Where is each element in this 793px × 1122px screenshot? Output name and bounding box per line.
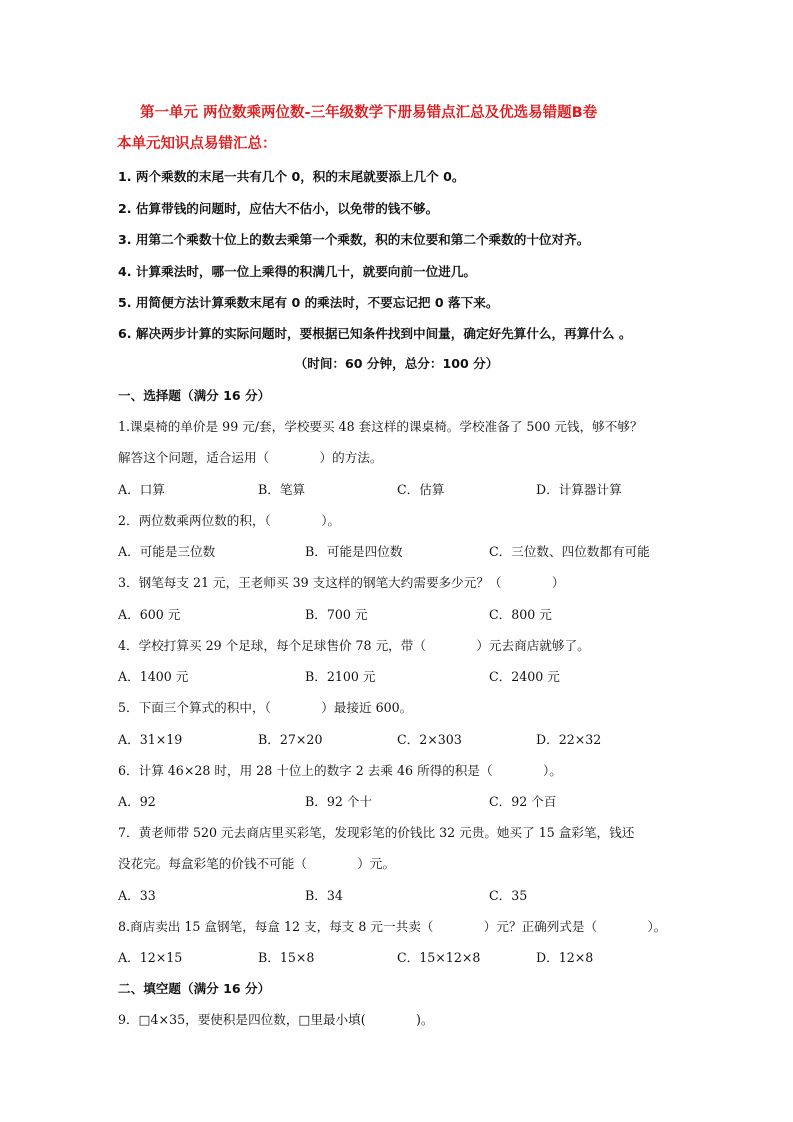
- q1-option-a: A．口算: [118, 482, 165, 497]
- q8-option-a: A．12×15: [118, 950, 183, 965]
- question-2: 2．两位数乘两位数的积，（ ）。: [118, 513, 341, 528]
- q5-option-d: D．22×32: [536, 732, 602, 747]
- section-heading-choice: 一、选择题（满分 16 分）: [118, 388, 271, 403]
- page-title: 第一单元 两位数乘两位数-三年级数学下册易错点汇总及优选易错题B卷: [140, 105, 598, 121]
- q4-option-b: B．2100 元: [305, 669, 376, 684]
- q2-option-a: A．可能是三位数: [118, 544, 216, 559]
- error-point-6: 6. 解决两步计算的实际问题时，要根据已知条件找到中间量，确定好先算什么，再算什么 。: [118, 326, 632, 341]
- q2-option-c: C．三位数、四位数都有可能: [489, 544, 650, 559]
- question-7-line-2: 没花完。每盒彩笔的价钱不可能（ ）元。: [118, 856, 396, 871]
- q5-option-a: A．31×19: [118, 732, 183, 747]
- error-point-3: 3. 用第二个乘数十位上的数去乘第一个乘数，积的末位要和第二个乘数的十位对齐。: [118, 232, 590, 247]
- q6-option-a: A．92: [118, 794, 156, 809]
- q7-option-c: C．35: [489, 888, 528, 903]
- q5-option-b: B．27×20: [258, 732, 323, 747]
- q4-option-a: A．1400 元: [118, 669, 189, 684]
- q4-option-c: C．2400 元: [489, 669, 560, 684]
- q1-option-c: C．估算: [397, 482, 445, 497]
- error-point-1: 1. 两个乘数的末尾一共有几个 0，积的末尾就要添上几个 0。: [118, 169, 465, 184]
- question-8: 8.商店卖出 15 盒钢笔，每盒 12 支，每支 8 元一共卖（ ）元？正确列式是（ ）。: [118, 919, 667, 934]
- q3-option-b: B．700 元: [305, 607, 368, 622]
- question-9: 9．□4×35，要使积是四位数，□里最小填( )。: [118, 1012, 434, 1027]
- question-5: 5．下面三个算式的积中，（ ）最接近 600。: [118, 700, 413, 715]
- time-info: （时间：60 分钟，总分：100 分）: [294, 356, 499, 371]
- question-4: 4．学校打算买 29 个足球，每个足球售价 78 元，带（ ）元去商店就够了。: [118, 638, 590, 653]
- question-1-line-1: 1.课桌椅的单价是 99 元/套，学校要买 48 套这样的课桌椅。学校准备了 500 元钱，够不够？: [118, 419, 643, 434]
- section-heading-fill: 二、填空题（满分 16 分）: [118, 981, 271, 996]
- question-3: 3．钢笔每支 21 元，王老师买 39 支这样的钢笔大约需要多少元？（ ）: [118, 575, 565, 590]
- q2-option-b: B．可能是四位数: [305, 544, 403, 559]
- q6-option-c: C．92 个百: [489, 794, 557, 809]
- q1-option-b: B．笔算: [258, 482, 306, 497]
- q8-option-b: B．15×8: [258, 950, 315, 965]
- error-point-2: 2. 估算带钱的问题时，应估大不估小，以免带的钱不够。: [118, 201, 439, 216]
- q7-option-b: B．34: [305, 888, 343, 903]
- q8-option-d: D．12×8: [536, 950, 594, 965]
- q8-option-c: C．15×12×8: [397, 950, 481, 965]
- q1-option-d: D．计算器计算: [536, 482, 622, 497]
- q3-option-a: A．600 元: [118, 607, 181, 622]
- page-subtitle: 本单元知识点易错汇总：: [117, 136, 277, 152]
- error-point-4: 4. 计算乘法时，哪一位上乘得的积满几十，就要向前一位进几。: [118, 264, 476, 279]
- q5-option-c: C．2×303: [397, 732, 462, 747]
- question-6: 6．计算 46×28 时，用 28 十位上的数字 2 去乘 46 所得的积是（ ）。: [118, 763, 562, 778]
- question-1-line-2: 解答这个问题，适合运用（ ）的方法。: [118, 450, 383, 465]
- q7-option-a: A．33: [118, 888, 156, 903]
- q3-option-c: C．800 元: [489, 607, 552, 622]
- q6-option-b: B．92 个十: [305, 794, 373, 809]
- question-7-line-1: 7．黄老师带 520 元去商店里买彩笔，发现彩笔的价钱比 32 元贵。她买了 15 盒彩笔，钱还: [118, 825, 635, 840]
- error-point-5: 5. 用简便方法计算乘数末尾有 0 的乘法时，不要忘记把 0 落下来。: [118, 295, 499, 310]
